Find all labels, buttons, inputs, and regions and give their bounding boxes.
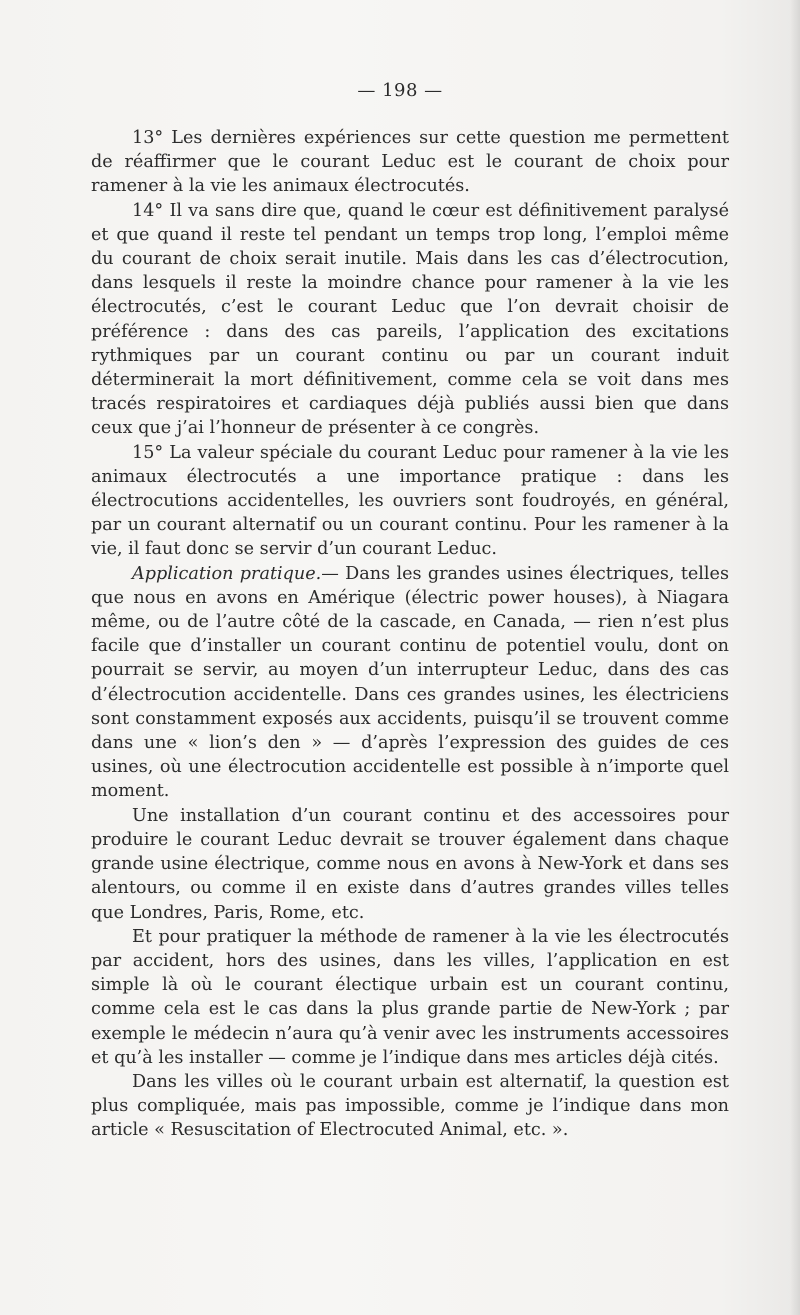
- paragraph-14: 14° Il va sans dire que, quand le cœur est définitivement paralysé et que quand il reste tel pendant un temps trop long, l’emploi même du courant de choix serait inutile. Mais dans les cas d’électrocution, dans lesquels il reste la moindre chance pour ramener à la vie les électrocutés, c’est le courant Leduc que l’on devrait choisir de préférence : dans des cas pareils, l’application des excitations rythmiques par un courant continu ou par un courant induit déterminerait la mort définitivement, comme cela se voit dans mes tracés respiratoires et cardiaques déjà publiés aussi bien que dans ceux que j’ai l’honneur de présenter à ce congrès.: [91, 200, 729, 439]
- paragraph-villes: Dans les villes où le courant urbain est alternatif, la question est plus compliquée, mais pas impossible, comme je l’indique dans mon article « Resuscitation of Electrocuted Animal, etc. ».: [91, 1071, 729, 1141]
- paragraph-installation: Une installation d’un courant continu et des accessoires pour produire le courant Leduc devrait se trouver également dans chaque grande usine électrique, comme nous en avons à New-York et dans ses alentours, ou comme il en existe dans d’autres grandes villes telles que Londres, Paris, Rome, etc.: [91, 805, 729, 923]
- page-number: — 198 —: [357, 80, 443, 101]
- page-edge-shadow: [790, 0, 800, 1315]
- section-heading-application-pratique: Application pratique.: [132, 563, 322, 584]
- paragraph-pratiquer: Et pour pratiquer la méthode de ramener à la vie les électrocutés par accident, hors des usines, dans les villes, l’application en est simple là où le courant électique urbain est un courant continu, comme cela est le cas dans la plus grande partie de New-York ; par exemple le médecin n’aura qu’à venir avec les instruments accessoires et qu’à les installer — comme je l’indique dans mes articles déjà cités.: [91, 926, 729, 1068]
- paragraph-application-pratique: [91, 562, 729, 804]
- paragraph-15: 15° La valeur spéciale du courant Leduc pour ramener à la vie les animaux électrocutés a une importance pratique : dans les électrocutions accidentelles, les ouvriers sont foudroyés, en général, par un courant alternatif ou un courant continu. Pour les ramener à la vie, il faut donc se servir d’un courant Leduc.: [91, 442, 729, 560]
- paragraph-13: 13° Les dernières expériences sur cette question me permettent de réaffirmer que le courant Leduc est le courant de choix pour ramener à la vie les animaux électrocutés.: [91, 128, 729, 197]
- paragraph-application-text: — Dans les grandes usines électriques, telles que nous en avons en Amérique (électric power houses), à Niagara même, ou de l’autre côté de la cascade, en Canada, — rien n’est plus facile que d’installer un courant continu de potentiel voulu, dont on pourrait se servir, au moyen d’un interrupteur Leduc, dans des cas d’électrocution accidentelle. Dans ces grandes usines, les électriciens sont constamment exposés aux accidents, puisqu’il se trouvent comme dans une « lion’s den » — d’après l’expression des guides de ces usines, où une électrocution accidentelle est possible à n’importe quel moment.: [91, 563, 729, 802]
- body-text: [91, 126, 729, 1143]
